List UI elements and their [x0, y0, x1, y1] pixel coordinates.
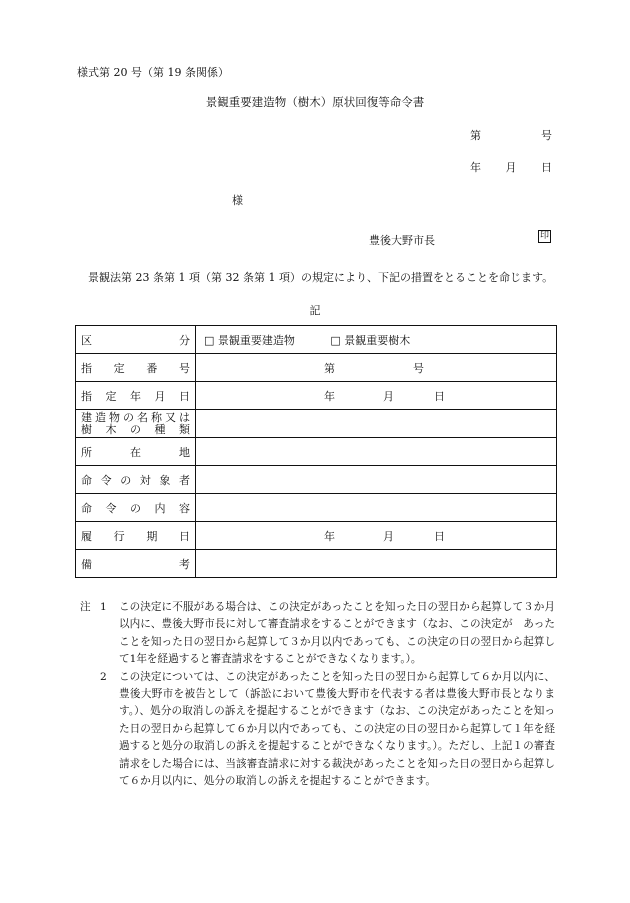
table-row: [76, 326, 557, 354]
value-order-content[interactable]: [196, 494, 557, 522]
table-row: [76, 466, 557, 494]
value-location[interactable]: [196, 438, 557, 466]
ki-heading: 記: [309, 304, 321, 317]
note-text: この決定に不服がある場合は、この決定があったことを知った日の翌日から起算して３か月以内に、豊後大野市長に対して審査請求をすることができます（なお、この決定が あったことを知った日の翌日から起算して３か月以内であっても、この決定の日の翌日から起算して1年を経過すると審査請求をすることができなくなります。）。: [119, 601, 555, 666]
label-order-target: 命 令 の 対 象 者: [76, 466, 196, 494]
label-remarks: 備 考: [76, 550, 196, 578]
body-text: 景観法第 23 条第 1 項（第 32 条第 1 項）の規定により、下記の措置をとることを命じます。: [88, 271, 554, 284]
date-month: 月: [505, 161, 517, 174]
table-row: [76, 550, 557, 578]
table-row: [76, 438, 557, 466]
issuer-name: 豊後大野市長: [369, 234, 435, 247]
label-designation-number: 指 定 番 号: [76, 354, 196, 382]
notes-section: [80, 599, 555, 790]
option-building[interactable]: □ 景観重要建造物: [204, 333, 295, 347]
label-designation-date: 指 定 年 月 日: [76, 382, 196, 410]
value-remarks[interactable]: [196, 550, 557, 578]
number-prefix: 第: [470, 129, 481, 142]
date-day: 日: [541, 161, 552, 174]
date-year: 年: [470, 161, 481, 174]
value-designation-date[interactable]: 年 月 日: [196, 382, 557, 410]
note-item: [80, 669, 555, 791]
label-order-content: 命 令 の 内 容: [76, 494, 196, 522]
table-row: [76, 382, 557, 410]
label-category: 区 分: [76, 326, 196, 354]
option-tree[interactable]: □ 景観重要樹木: [330, 333, 411, 347]
table-row: [76, 494, 557, 522]
note-item: [80, 599, 555, 669]
label-location: 所 在 地: [76, 438, 196, 466]
info-table: [75, 325, 557, 578]
note-number: 1: [100, 601, 107, 613]
value-order-target[interactable]: [196, 466, 557, 494]
note-number: 2: [100, 670, 107, 683]
value-deadline[interactable]: 年 月 日: [196, 522, 557, 550]
document-date: [470, 159, 552, 175]
addressee: 様: [232, 194, 243, 207]
number-suffix: 号: [541, 129, 552, 142]
table-row: [76, 354, 557, 382]
note-text: この決定については、この決定があったことを知った日の翌日から起算して６か月以内に、豊後大野市を被告として（訴訟において豊後大野市を代表する者は豊後大野市長となります。）、処分の取消しの訴えを提起することができます（なお、この決定があったことを知った日の翌日から起算して６か月以内であっても、この決定の日の翌日から起算して１年を経過すると処分の取消しの訴えを提起することができなくなります。）。ただし、上記１の審査請求をした場合には、当該審査請求に対する裁決があったことを知った日の翌日から起算して６か月以内に、処分の取消しの訴えを提起することができます。: [119, 670, 555, 788]
document-number: [470, 127, 552, 143]
value-designation-number[interactable]: 第 号: [196, 354, 557, 382]
value-name-or-species[interactable]: [196, 410, 557, 438]
label-name-or-species: 建 造 物 の 名 称 又 は 樹 木 の 種 類: [76, 410, 196, 438]
value-category[interactable]: [196, 326, 557, 354]
table-row: [76, 522, 557, 550]
document-title: 景観重要建造物（樹木）原状回復等命令書: [205, 95, 425, 109]
form-label: 様式第 20 号（第 19 条関係）: [77, 66, 229, 79]
label-deadline: 履 行 期 日: [76, 522, 196, 550]
seal-icon: 印: [539, 231, 549, 241]
notes-mark: 注: [80, 601, 91, 613]
table-row: [76, 410, 557, 438]
